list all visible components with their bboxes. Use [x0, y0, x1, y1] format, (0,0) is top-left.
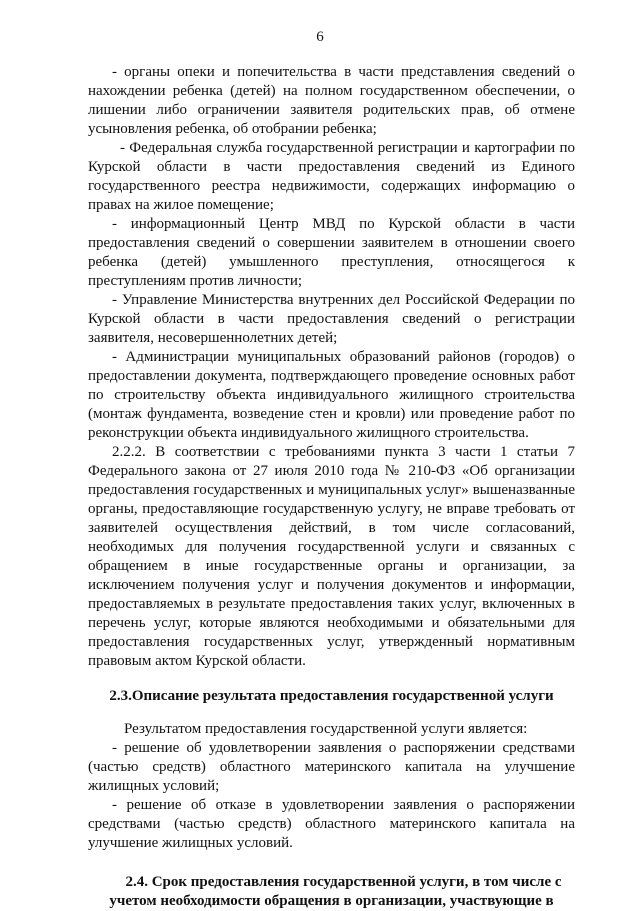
section-2-3-item-refusal: - решение об отказе в удовлетворении заявления о распоряжении средствами (частью средств) областного материнского капитала на улучшение жилищных условий. — [88, 797, 575, 851]
section-2-3-item-approval: - решение об удовлетворении заявления о распоряжении средствами (частью средств) областного материнского капитала на улучшение жилищных условий; — [88, 740, 575, 794]
page-number: 6 — [316, 29, 324, 45]
section-heading-2-4: 2.4. Срок предоставления государственной услуги, в том числе с учетом необходимости обращения в организации, участвующие в — [109, 874, 562, 909]
document-body — [88, 63, 575, 911]
paragraph-municipal-administrations: - Администрации муниципальных образований районов (городов) о предоставлении документа, подтверждающего проведение основных работ по строительству объекта индивидуального жилищного строительства (монтаж фундамента, возведение стен и кровли) или проведение работ по реконструкции объекта индивидуального жилищного строительства. — [88, 349, 575, 441]
section-2-3-intro: Результатом предоставления государственной услуги является: — [124, 721, 528, 737]
paragraph-mvd-info-center: - информационный Центр МВД по Курской области в части предоставления сведений о совершении заявителем в отношении своего ребенка (детей) умышленного преступления, относящегося к преступлениям против личности; — [88, 216, 575, 289]
paragraph-mvd-directorate: - Управление Министерства внутренних дел Российской Федерации по Курской области в части предоставления сведений о регистрации заявителя, несовершеннолетних детей; — [88, 292, 575, 346]
paragraph-rosreestr: - Федеральная служба государственной регистрации и картографии по Курской области в части предоставления сведений из Единого государственного реестра недвижимости, содержащих информацию о правах на жилое помещение; — [88, 140, 575, 213]
section-heading-2-3: 2.3.Описание результата предоставления государственной услуги — [109, 688, 554, 704]
paragraph-2-2-2: 2.2.2. В соответствии с требованиями пункта 3 части 1 статьи 7 Федерального закона от 27 июля 2010 года № 210-ФЗ «Об организации предоставления государственных и муниципальных услуг» вышеназванные органы, предоставляющие государственную услугу, не вправе требовать от заявителей осуществления действий, в том числе согласований, необходимых для получения государственной услуги и связанных с обращением в иные государственные органы и организации, за исключением получения услуг и получения документов и информации, предоставляемых в результате предоставления таких услуг, включенных в перечень услуг, которые являются необходимыми и обязательными для предоставления государственных услуг, утвержденный нормативным правовым актом Курской области. — [88, 444, 575, 669]
paragraph-guardianship: - органы опеки и попечительства в части представления сведений о нахождении ребенка (детей) на полном государственном обеспечении, о лишении либо ограничении заявителя родительских прав, об отмене усыновления ребенка, об отобрании ребенка; — [88, 64, 575, 137]
